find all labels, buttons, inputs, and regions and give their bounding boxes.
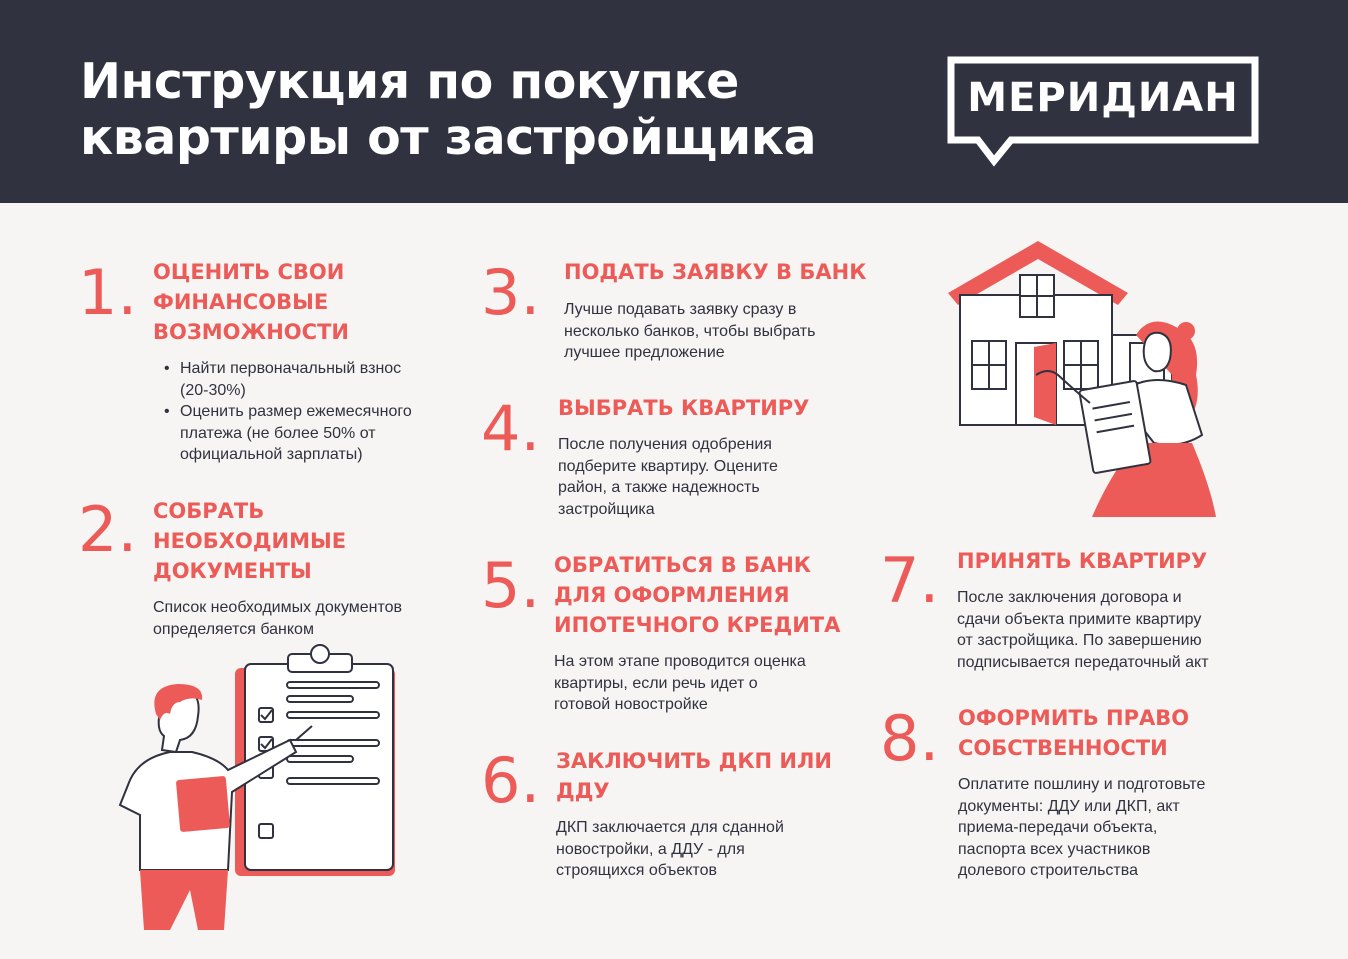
step-description: После получения одобрения подберите квартиру. Оцените район, а также надежность застройщика — [558, 436, 778, 518]
meridian-logo — [946, 55, 1260, 167]
title-line-2: квартиры от застройщика — [80, 109, 817, 166]
heading-line: СОБСТВЕННОСТИ — [958, 736, 1168, 760]
heading-line: ДОКУМЕНТЫ — [153, 559, 312, 583]
logo-text: МЕРИДИАН — [967, 75, 1239, 121]
heading-line: ЗАКЛЮЧИТЬ ДКП ИЛИ — [556, 749, 832, 773]
clipboard-clip-ring — [311, 645, 329, 663]
open-door-icon — [1034, 343, 1056, 425]
step-heading — [153, 496, 346, 586]
step-number: 7. — [880, 544, 940, 617]
heading-line: ОБРАТИТЬСЯ В БАНК — [554, 553, 811, 577]
step-description: На этом этапе проводится оценка квартиры, если речь идет о готовой новостройке — [554, 653, 806, 713]
page-title — [80, 54, 816, 166]
red-folder — [176, 776, 230, 832]
heading-line: ФИНАНСОВЫЕ — [153, 290, 329, 314]
step-heading — [564, 257, 866, 287]
step-heading — [957, 546, 1207, 576]
step-heading — [558, 393, 809, 423]
heading-line: ОФОРМИТЬ ПРАВО — [958, 706, 1190, 730]
heading-line: СОБРАТЬ — [153, 499, 265, 523]
heading-line: ПОДАТЬ ЗАЯВКУ В БАНК — [564, 260, 867, 284]
step-description: Лучше подавать заявку сразу в несколько банков, чтобы выбрать лучшее предложение — [564, 301, 816, 361]
step-description: ДКП заключается для сданной новостройки, а ДДУ - для строящихся объектов — [556, 819, 784, 879]
woman-with-clipboard-at-house-illustration — [940, 235, 1220, 520]
heading-line: ДДУ — [556, 779, 610, 803]
step-description: Оплатите пошлину и подготовьте документы: ДДУ или ДКП, акт приема-передачи объекта, паспорта всех участников долевого строительства — [958, 776, 1206, 879]
step-number: 1. — [78, 256, 138, 329]
step-heading — [554, 550, 840, 640]
step-heading — [958, 703, 1189, 763]
woman-face — [1144, 333, 1171, 371]
person-pants — [140, 870, 228, 930]
step-description: Список необходимых документов определяется банком — [153, 599, 403, 638]
checkbox-empty-icon — [259, 824, 273, 838]
heading-line: ВЫБРАТЬ КВАРТИРУ — [558, 396, 810, 420]
person-with-checklist-illustration — [100, 640, 410, 935]
step-heading — [153, 257, 349, 347]
step-number: 8. — [880, 702, 940, 775]
heading-line: ДЛЯ ОФОРМЛЕНИЯ — [554, 583, 790, 607]
step-number: 4. — [481, 392, 541, 465]
bullet-item: • Найти первоначальный взнос (20-30%) — [180, 358, 412, 401]
heading-line: ИПОТЕЧНОГО КРЕДИТА — [554, 613, 841, 637]
step-number: 6. — [481, 744, 541, 817]
step-number: 3. — [481, 256, 541, 329]
step-heading — [556, 746, 832, 806]
heading-line: ВОЗМОЖНОСТИ — [153, 320, 349, 344]
header-banner — [0, 0, 1348, 203]
step-number: 2. — [78, 493, 138, 566]
bullet-item: • Оценить размер ежемесячного платежа (не более 50% от официальной зарплаты) — [180, 401, 412, 466]
heading-line: ПРИНЯТЬ КВАРТИРУ — [957, 549, 1208, 573]
woman-hair-bun — [1177, 322, 1195, 340]
step-bullet-list — [180, 358, 412, 466]
heading-line: НЕОБХОДИМЫЕ — [153, 529, 347, 553]
step-description: После заключения договора и сдачи объекта примите квартиру от застройщика. По завершению подписывается передаточный акт — [957, 589, 1209, 671]
heading-line: ОЦЕНИТЬ СВОИ — [153, 260, 345, 284]
title-line-1: Инструкция по покупке — [80, 53, 739, 110]
step-number: 5. — [481, 549, 541, 622]
